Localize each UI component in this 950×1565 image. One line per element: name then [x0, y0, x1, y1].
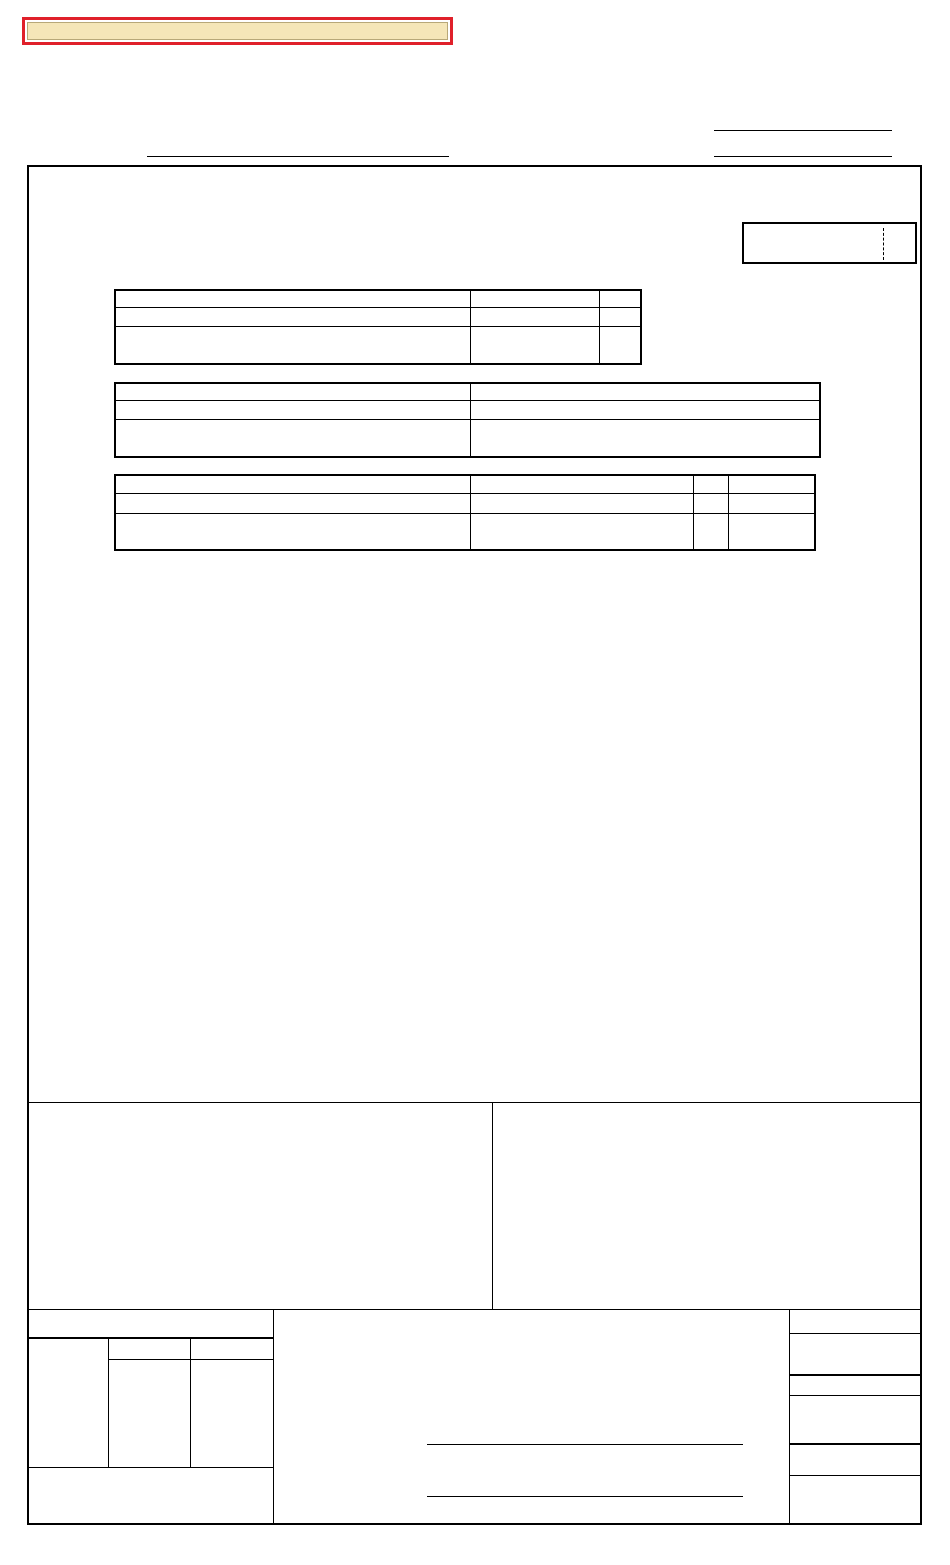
state-input[interactable] [694, 514, 728, 549]
print-notice [22, 17, 453, 45]
form-border [27, 165, 922, 1525]
vendor-sfx-input[interactable] [600, 327, 640, 363]
remarks-input[interactable] [30, 1125, 490, 1307]
date-field[interactable] [714, 130, 892, 131]
address-1-input[interactable] [116, 420, 470, 456]
signature-line-head[interactable] [427, 1496, 743, 1497]
batch-number-input[interactable] [791, 1396, 920, 1442]
signature-line-officer[interactable] [427, 1444, 743, 1445]
voucher-number-input[interactable] [791, 1476, 920, 1522]
department-field[interactable] [147, 156, 449, 157]
fund-field[interactable] [714, 156, 892, 157]
city-input[interactable] [472, 514, 693, 549]
print-notice-text [27, 22, 448, 40]
address-3-input[interactable] [116, 514, 470, 549]
zip-input[interactable] [729, 514, 814, 549]
vendor-number-input[interactable] [472, 327, 599, 363]
address-2-input[interactable] [472, 420, 819, 456]
warrant-amount-input[interactable] [742, 222, 917, 264]
batch-date-input[interactable] [791, 1334, 920, 1372]
vendor-name-input[interactable] [116, 327, 470, 363]
